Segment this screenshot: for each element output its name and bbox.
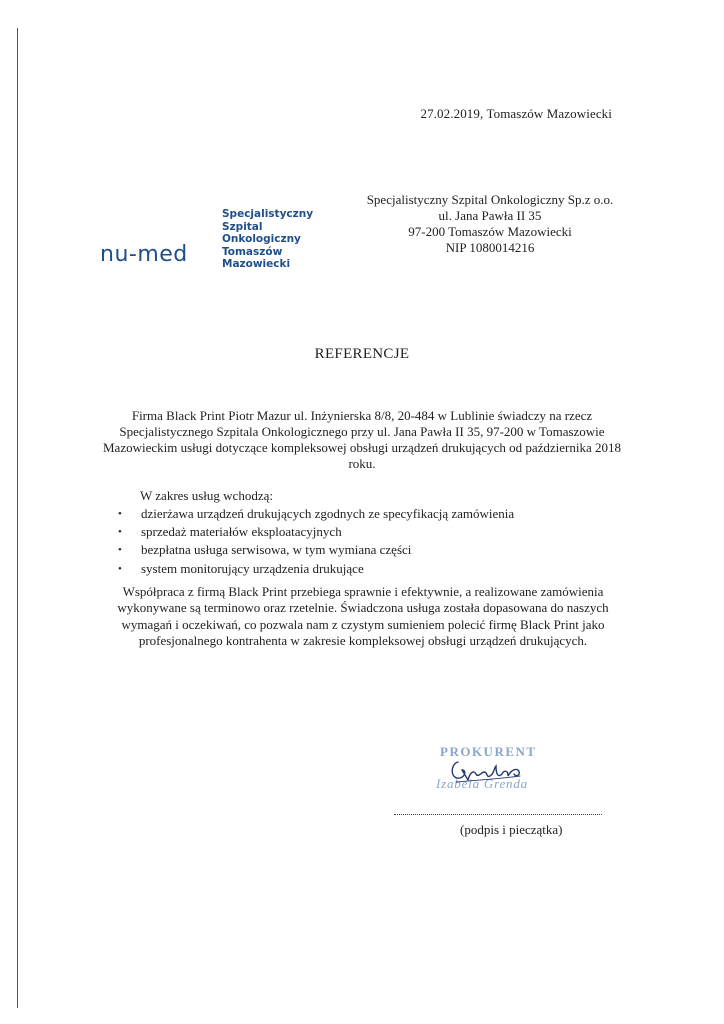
signature-caption: (podpis i pieczątka) <box>460 822 563 837</box>
logo-name-line: Onkologiczny <box>222 233 301 245</box>
document-title: REFERENCJE <box>314 346 410 362</box>
address-line: NIP 1080014216 <box>445 240 535 255</box>
signature-line <box>394 814 602 815</box>
stamp-title: PROKURENT <box>440 744 537 759</box>
body-paragraph: Firma Black Print Piotr Mazur ul. Inżynierska 8/8, 20-484 w Lublinie świadczy na rzecz Specjalistycznego Szpitala Onkologicznego przy ul. Jana Pawła II 35, 97-200 w Tomaszowie Mazowieckim usługi dotyczące kompleksowej obsługi urządzeń drukujących od października 2018 roku. <box>102 408 622 471</box>
address-line: ul. Jana Pawła II 35 <box>438 208 542 223</box>
logo-name-line: Tomaszów Mazowiecki <box>222 245 291 270</box>
closing-paragraph: Współpraca z firmą Black Print przebiega sprawnie i efektywnie, a realizowane zamówienia wykonywane są terminowo oraz rzetelnie. Świadczona usługa została dopasowana do naszych wymagań i oczekiwań, co pozwala nam z czystym sumieniem polecić firmę Black Print jako profesjonalnego kontrahenta w zakresie kompleksowej obsługi urządzeń drukujących. <box>117 584 609 649</box>
recipient-address <box>340 192 640 256</box>
logo-mark: nu-med <box>100 242 188 267</box>
handwritten-signature <box>448 752 528 788</box>
list-item: • sprzedaż materiałów eksploatacyjnych <box>118 523 514 541</box>
list-item: • bezpłatna usługa serwisowa, w tym wymiana części <box>118 541 514 559</box>
logo-hospital-name <box>222 208 340 271</box>
list-item: • dzierżawa urządzeń drukujących zgodnych ze specyfikacją zamówienia <box>118 505 514 523</box>
date-line: 27.02.2019, Tomaszów Mazowiecki <box>420 106 612 121</box>
scan-edge-line <box>17 28 18 1008</box>
hospital-logo <box>100 206 340 276</box>
address-line: Specjalistyczny Szpital Onkologiczny Sp.z o.o. <box>366 192 614 207</box>
list-item: • system monitorujący urządzenia drukujące <box>118 560 514 578</box>
scope-intro: W zakres usług wchodzą: <box>140 488 273 503</box>
address-line: 97-200 Tomaszów Mazowiecki <box>408 224 572 239</box>
logo-name-line: Szpital <box>222 220 263 233</box>
stamp-name: Izabela Grenda <box>436 776 528 791</box>
scope-list <box>118 505 514 578</box>
logo-name-line: Specjalistyczny <box>222 208 314 220</box>
